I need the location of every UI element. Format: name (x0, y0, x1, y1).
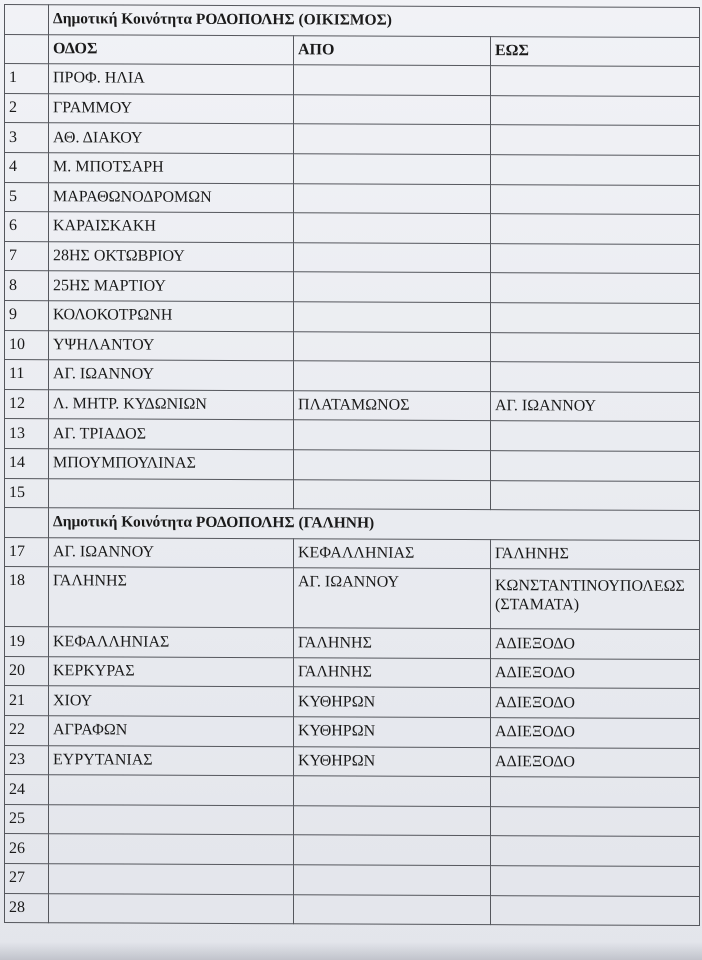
table-row (5, 804, 700, 837)
row-number: 7 (5, 241, 49, 271)
header-to: ΕΩΣ (491, 36, 700, 67)
from-cell (294, 124, 491, 154)
to-cell (491, 866, 700, 897)
page-shadow (0, 942, 702, 960)
to-cell (491, 184, 700, 215)
to-cell (491, 777, 700, 808)
street-cell: ΚΕΡΚΥΡΑΣ (49, 657, 294, 688)
from-cell (294, 776, 491, 806)
table-row (5, 686, 700, 719)
streets-table (4, 4, 700, 926)
to-cell (491, 125, 700, 156)
street-cell: ΓΡΑΜΜΟΥ (49, 93, 294, 124)
from-cell (294, 420, 491, 450)
street-cell: ΥΨΗΛΑΝΤΟΥ (49, 330, 294, 361)
table-row (5, 716, 700, 749)
to-cell (491, 451, 700, 482)
row-number: 17 (5, 537, 49, 567)
street-cell (49, 864, 294, 895)
from-cell: ΚΥΘΗΡΩΝ (294, 746, 491, 776)
to-cell: ΑΔΙΕΞΟΔΟ (491, 718, 700, 749)
table-row (5, 448, 700, 481)
row-number: 23 (5, 745, 49, 775)
to-cell: ΑΔΙΕΞΟΔΟ (491, 747, 700, 778)
section-title-row (5, 508, 700, 541)
section-2-title: Δημοτική Κοινότητα ΡΟΔΟΠΟΛΗΣ (ΓΑΛΗΝΗ) (49, 508, 700, 540)
to-cell (491, 480, 700, 511)
from-cell (294, 154, 491, 184)
from-cell (294, 183, 491, 213)
street-cell: ΚΟΛΟΚΟΤΡΩΝΗ (49, 301, 294, 332)
row-number: 12 (5, 389, 49, 419)
street-cell: ΧΙΟΥ (49, 686, 294, 717)
street-cell: ΓΑΛΗΝΗΣ (49, 567, 294, 628)
to-cell (491, 214, 700, 245)
from-cell (294, 331, 491, 361)
table-row (5, 656, 700, 689)
row-number: 1 (5, 64, 49, 94)
from-cell (294, 302, 491, 332)
street-cell (49, 478, 294, 509)
table-row (5, 775, 700, 808)
table-row (5, 212, 700, 245)
street-cell (49, 775, 294, 806)
table-row (5, 271, 700, 304)
to-cell (491, 273, 700, 304)
from-cell (294, 213, 491, 243)
table-row (5, 419, 700, 452)
from-cell: ΓΑΛΗΝΗΣ (294, 658, 491, 688)
to-cell (491, 895, 700, 926)
section-title-row (5, 5, 700, 38)
row-number: 11 (5, 360, 49, 390)
from-cell (294, 65, 491, 95)
from-cell: ΚΕΦΑΛΛΗΝΙΑΣ (294, 538, 491, 568)
row-number: 24 (5, 775, 49, 805)
from-cell (294, 894, 491, 924)
section-1-title: Δημοτική Κοινότητα ΡΟΔΟΠΟΛΗΣ (ΟΙΚΙΣΜΟΣ) (49, 5, 700, 37)
from-cell (294, 272, 491, 302)
from-cell: ΚΥΘΗΡΩΝ (294, 687, 491, 717)
from-cell: ΑΓ. ΙΩΑΝΝΟΥ (294, 568, 491, 629)
street-cell: ΚΑΡΑΙΣΚΑΚΗ (49, 212, 294, 243)
to-cell: ΑΔΙΕΞΟΔΟ (491, 629, 700, 660)
to-cell (491, 66, 700, 97)
row-number: 19 (5, 627, 49, 657)
to-cell: ΑΓ. ΙΩΑΝΝΟΥ (491, 391, 700, 422)
to-cell (491, 836, 700, 867)
to-cell: ΑΔΙΕΞΟΔΟ (491, 688, 700, 719)
row-number: 14 (5, 448, 49, 478)
column-header-row (5, 34, 700, 67)
row-number: 18 (5, 567, 49, 627)
row-number: 22 (5, 716, 49, 746)
table-row (5, 893, 700, 926)
table-row (5, 330, 700, 363)
from-cell (294, 95, 491, 125)
from-cell: ΚΥΘΗΡΩΝ (294, 717, 491, 747)
to-cell: ΑΔΙΕΞΟΔΟ (491, 658, 700, 689)
street-cell: Μ. ΜΠΟΤΣΑΡΗ (49, 153, 294, 184)
from-cell (294, 865, 491, 895)
row-number: 26 (5, 834, 49, 864)
row-number: 10 (5, 330, 49, 360)
table-row (5, 389, 700, 422)
street-cell: ΕΥΡΥΤΑΝΙΑΣ (49, 745, 294, 776)
row-number: 25 (5, 804, 49, 834)
street-cell (49, 805, 294, 836)
from-cell (294, 806, 491, 836)
table-row (5, 567, 700, 630)
table-row (5, 478, 700, 511)
to-cell (491, 155, 700, 186)
street-cell: 28ΗΣ ΟΚΤΩΒΡΙΟΥ (49, 241, 294, 272)
street-cell: ΑΓ. ΤΡΙΑΔΟΣ (49, 419, 294, 450)
table-row (5, 300, 700, 333)
street-cell: ΜΑΡΑΘΩΝΟΔΡΟΜΩΝ (49, 182, 294, 213)
to-cell (491, 95, 700, 126)
street-cell: Λ. ΜΗΤΡ. ΚΥΔΩΝΙΩΝ (49, 389, 294, 420)
header-street: ΟΔΟΣ (49, 34, 294, 65)
table-row (5, 64, 700, 97)
to-cell: ΚΩΝΣΤΑΝΤΙΝΟΥΠΟΛΕΩΣ (ΣΤΑΜΑΤΑ) (491, 569, 700, 630)
table-row (5, 627, 700, 660)
table-row (5, 241, 700, 274)
street-cell: ΚΕΦΑΛΛΗΝΙΑΣ (49, 627, 294, 658)
table-row (5, 182, 700, 215)
row-number: 9 (5, 300, 49, 330)
from-cell (294, 450, 491, 480)
street-cell: ΠΡΟΦ. ΗΛΙΑ (49, 64, 294, 95)
table-row (5, 123, 700, 156)
table-row (5, 152, 700, 185)
table-row (5, 864, 700, 897)
to-cell (491, 362, 700, 393)
from-cell (294, 835, 491, 865)
to-cell (491, 421, 700, 452)
street-cell: ΑΘ. ΔΙΑΚΟΥ (49, 123, 294, 154)
row-number: 6 (5, 212, 49, 242)
street-cell (49, 834, 294, 865)
table-row (5, 360, 700, 393)
street-cell: ΑΓ. ΙΩΑΝΝΟΥ (49, 360, 294, 391)
row-number: 13 (5, 419, 49, 449)
row-number: 28 (5, 893, 49, 923)
row-number: 20 (5, 656, 49, 686)
row-number: 15 (5, 478, 49, 508)
to-cell (491, 332, 700, 363)
row-number: 8 (5, 271, 49, 301)
from-cell (294, 361, 491, 391)
street-cell (49, 893, 294, 924)
from-cell: ΠΛΑΤΑΜΩΝΟΣ (294, 390, 491, 420)
header-from: ΑΠΟ (294, 35, 491, 65)
row-number: 4 (5, 152, 49, 182)
street-cell: ΜΠΟΥΜΠΟΥΛΙΝΑΣ (49, 449, 294, 480)
row-number: 21 (5, 686, 49, 716)
row-number: 5 (5, 182, 49, 212)
table-row (5, 93, 700, 126)
to-cell: ΓΑΛΗΝΗΣ (491, 539, 700, 570)
row-number: 3 (5, 123, 49, 153)
street-cell: ΑΓΡΑΦΩΝ (49, 716, 294, 747)
to-cell (491, 303, 700, 334)
row-number: 27 (5, 864, 49, 894)
table-row (5, 834, 700, 867)
row-number: 2 (5, 93, 49, 123)
street-cell: 25ΗΣ ΜΑΡΤΙΟΥ (49, 271, 294, 302)
table-row (5, 745, 700, 778)
street-cell: ΑΓ. ΙΩΑΝΝΟΥ (49, 537, 294, 568)
to-cell (491, 806, 700, 837)
from-cell: ΓΑΛΗΝΗΣ (294, 628, 491, 658)
to-cell (491, 243, 700, 274)
table-row (5, 537, 700, 570)
from-cell (294, 243, 491, 273)
from-cell (294, 479, 491, 509)
